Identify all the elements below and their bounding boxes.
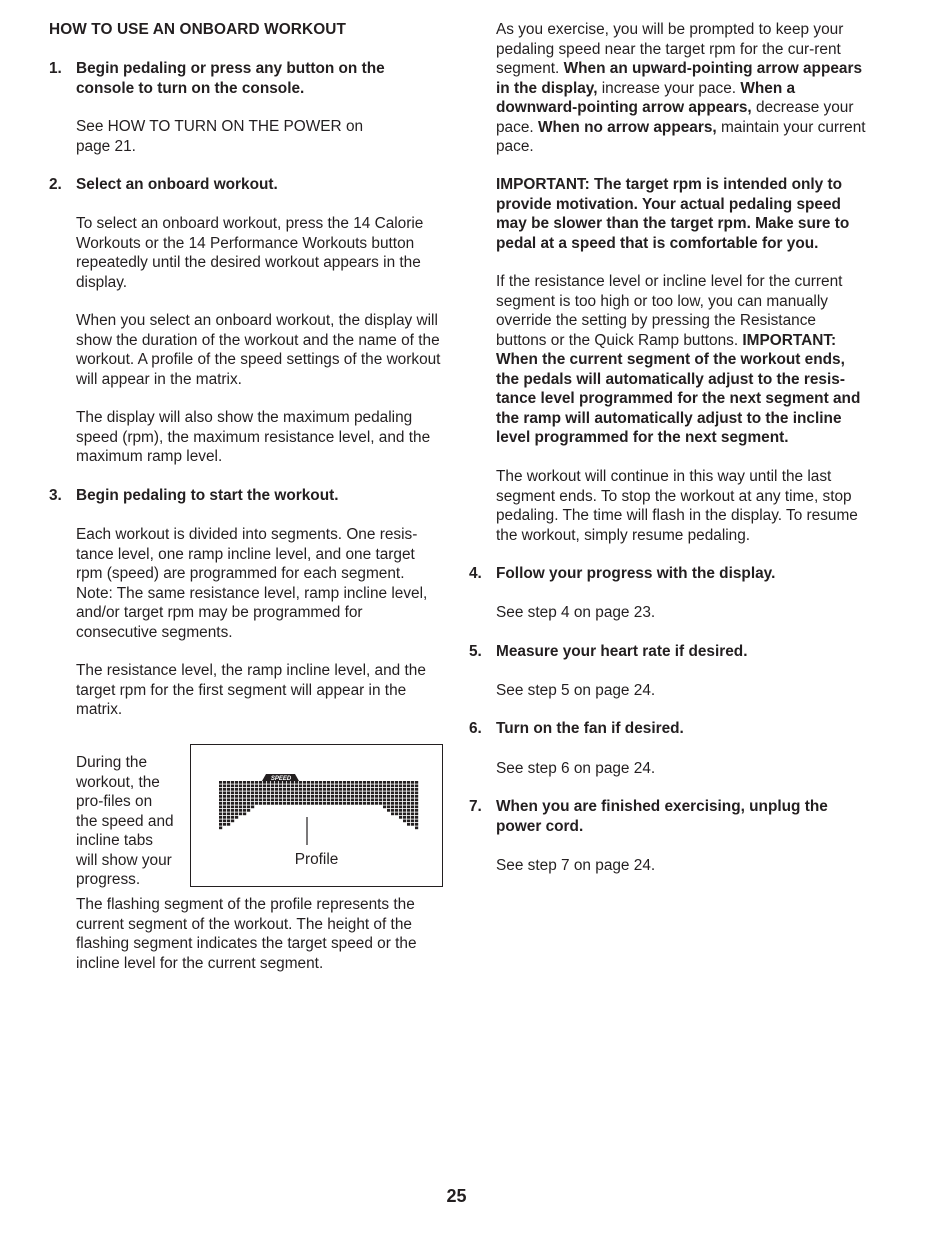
matrix-column <box>255 781 258 805</box>
step-4-title: Follow your progress with the display. <box>496 565 776 582</box>
step-6-text: See step 6 on page 24. <box>496 760 656 777</box>
matrix-column <box>219 781 222 829</box>
step-4-text: See step 4 on page 23. <box>496 604 656 621</box>
step-3-title: Begin pedaling to start the workout. <box>76 487 339 504</box>
step-3-number: 3. <box>49 487 62 504</box>
matrix-column <box>235 781 238 819</box>
matrix-column <box>387 781 390 812</box>
right-paragraph-3: If the resistance level or incline level for the current segment is too high or too low, you can manually override the setting by pressing the Resistance buttons or the Quick Ramp buttons. IMPORTANT: When the current segment of the workout ends, the pedals will automatically adjust to the resis-tance level programmed for the next segment and the ramp will automatically adjust to the incline level programmed for the next segment. <box>496 273 861 446</box>
matrix-column <box>323 781 326 805</box>
step-7-text: See step 7 on page 24. <box>496 857 656 874</box>
matrix-column <box>403 781 406 822</box>
step-3-paragraph-1: Each workout is divided into segments. One resis-tance level, one ramp incline level, and one target rpm (speed) are programmed for each segment. Note: The same resistance level, ramp incline level, and/or target rpm may be programmed for consecutive segments. <box>76 526 428 641</box>
step-7-number: 7. <box>469 798 482 815</box>
matrix-column <box>299 781 302 805</box>
step-5-number: 5. <box>469 643 482 660</box>
step-1-number: 1. <box>49 60 62 77</box>
matrix-bars <box>219 781 418 829</box>
step-5-title: Measure your heart rate if desired. <box>496 643 748 660</box>
matrix-column <box>375 781 378 805</box>
profile-figure <box>190 744 443 887</box>
step-7-title: When you are finished exercising, unplug the power cord. <box>496 798 828 835</box>
matrix-column <box>339 781 342 805</box>
section-title: HOW TO USE AN ONBOARD WORKOUT <box>49 21 347 38</box>
matrix-column <box>347 781 350 805</box>
matrix-column <box>343 781 346 805</box>
speed-tab-label: SPEED <box>270 776 292 782</box>
matrix-column <box>391 781 394 815</box>
matrix-column <box>415 781 418 829</box>
matrix-column <box>355 781 358 805</box>
right-paragraph-important: IMPORTANT: The target rpm is intended only to provide motivation. Your actual pedaling speed may be slower than the target rpm. Make sure to pedal at a speed that is comfortable for you. <box>496 176 850 252</box>
matrix-column <box>247 781 250 812</box>
step-2-paragraph-3: The display will also show the maximum pedaling speed (rpm), the maximum resistance level, and the maximum ramp level. <box>76 409 431 465</box>
step-3-paragraph-2: The resistance level, the ramp incline level, and the target rpm for the first segment will appear in the matrix. <box>76 662 426 718</box>
profile-label: Profile <box>294 851 339 868</box>
matrix-column <box>379 781 382 805</box>
matrix-column <box>283 781 286 805</box>
step-6-number: 6. <box>469 720 482 737</box>
matrix-column <box>411 781 414 826</box>
step-3-paragraph-3: During the workout, the pro-files on the speed and incline tabs will show your progress. <box>76 754 174 889</box>
step-4-number: 4. <box>469 565 482 582</box>
matrix-column <box>315 781 318 805</box>
matrix-column <box>279 781 282 805</box>
matrix-column <box>239 781 242 815</box>
step-6-title: Turn on the fan if desired. <box>496 720 684 737</box>
matrix-column <box>331 781 334 805</box>
matrix-column <box>271 781 274 805</box>
matrix-column <box>267 781 270 805</box>
matrix-column <box>251 781 254 808</box>
matrix-column <box>291 781 294 805</box>
matrix-column <box>319 781 322 805</box>
matrix-column <box>407 781 410 826</box>
right-paragraph-1: As you exercise, you will be prompted to keep your pedaling speed near the target rpm for the cur-rent segment. When an upward-pointing arrow appears in the display, increase your pace. When a downward-pointing arrow appears, decrease your pace. When no arrow appears, maintain your current pace. <box>496 21 866 155</box>
matrix-column <box>243 781 246 815</box>
step-2-paragraph-2: When you select an onboard workout, the display will show the duration of the workout and the name of the workout. A profile of the speed settings of the workout will appear in the matrix. <box>76 312 441 388</box>
matrix-column <box>307 781 310 805</box>
right-paragraph-4: The workout will continue in this way until the last segment ends. To stop the workout at any time, stop pedaling. The time will flash in the display. To resume the workout, simply resume pedaling. <box>496 468 858 544</box>
matrix-column <box>259 781 262 805</box>
matrix-column <box>231 781 234 822</box>
matrix-column <box>383 781 386 808</box>
speed-profile-matrix <box>191 745 441 845</box>
matrix-column <box>367 781 370 805</box>
matrix-column <box>335 781 338 805</box>
matrix-column <box>371 781 374 805</box>
matrix-column <box>311 781 314 805</box>
matrix-column <box>327 781 330 805</box>
step-5-text: See step 5 on page 24. <box>496 682 656 699</box>
matrix-column <box>395 781 398 815</box>
step-2-number: 2. <box>49 176 62 193</box>
matrix-column <box>223 781 226 826</box>
matrix-column <box>295 781 298 805</box>
page-number: 25 <box>446 1186 467 1206</box>
step-1-title: Begin pedaling or press any button on the console to turn on the console. <box>76 60 385 97</box>
matrix-column <box>227 781 230 826</box>
step-3-paragraph-4: The flashing segment of the profile represents the current segment of the workout. The height of the flashing segment indicates the target speed or the incline level for the current segment. <box>76 896 417 972</box>
matrix-column <box>351 781 354 805</box>
matrix-column <box>275 781 278 805</box>
matrix-column <box>263 781 266 805</box>
step-2-paragraph-1: To select an onboard workout, press the 14 Calorie Workouts or the 14 Performance Workouts button repeatedly until the desired workout appears in the display. <box>76 215 424 291</box>
step-1-text: See HOW TO TURN ON THE POWER on page 21. <box>76 118 364 155</box>
step-2-title: Select an onboard workout. <box>76 176 278 193</box>
matrix-column <box>359 781 362 805</box>
matrix-column <box>399 781 402 819</box>
matrix-column <box>287 781 290 805</box>
matrix-column <box>363 781 366 805</box>
matrix-column <box>303 781 306 805</box>
